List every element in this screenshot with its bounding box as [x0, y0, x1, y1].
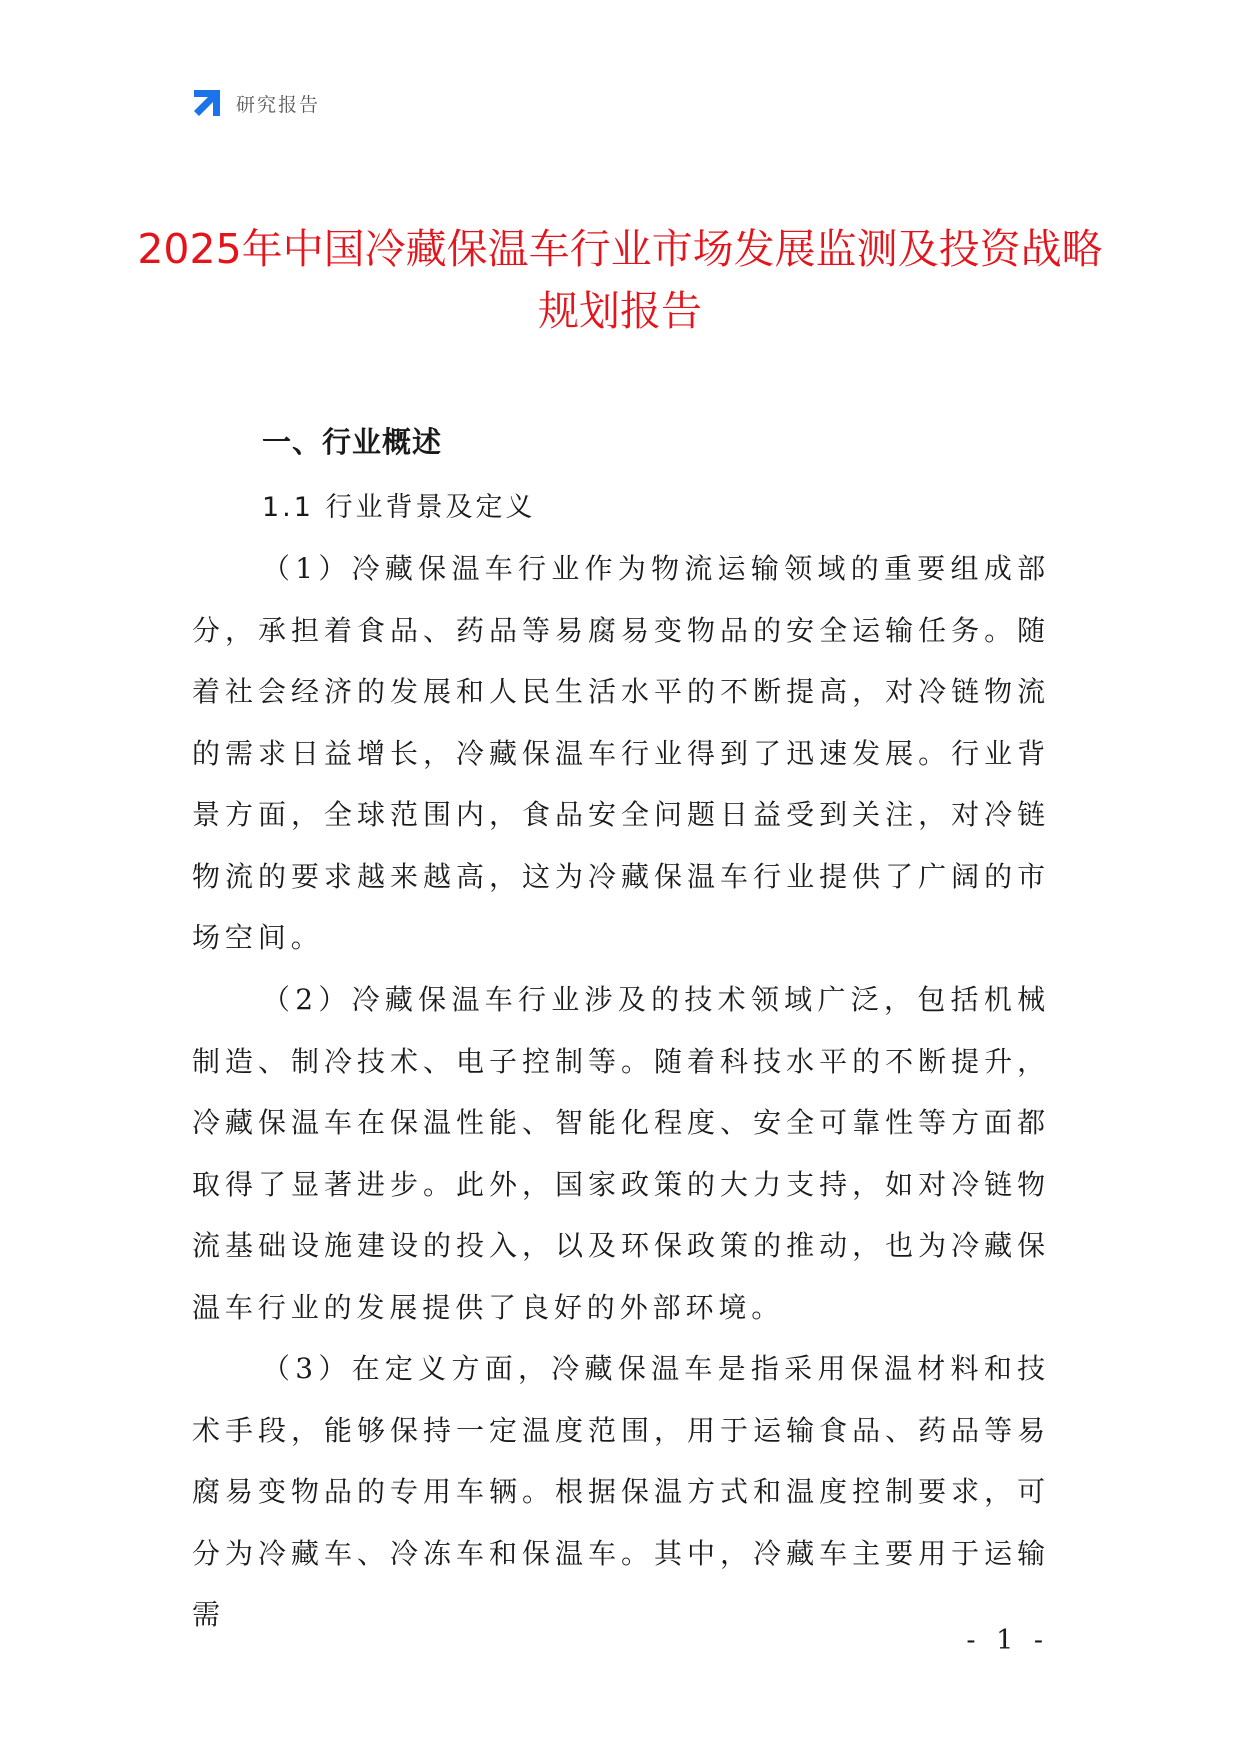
paragraph-3: （3）在定义方面，冷藏保温车是指采用保温材料和技术手段，能够保持一定温度范围，用于运输食品、药品等易腐易变物品的专用车辆。根据保温方式和温度控制要求，可分为冷藏车、冷冻车和保温车。其中，冷藏车主要用于运输需 [192, 1352, 1050, 1631]
report-title: 2025年中国冷藏保温车行业市场发展监测及投资战略规划报告 [137, 225, 1103, 335]
paragraph-1: （1）冷藏保温车行业作为物流运输领域的重要组成部分，承担着食品、药品等易腐易变物品的安全运输任务。随着社会经济的发展和人民生活水平的不断提高，对冷链物流的需求日益增长，冷藏保温车行业得到了迅速发展。行业背景方面，全球范围内，食品安全问题日益受到关注，对冷链物流的要求越来越高，这为冷藏保温车行业提供了广阔的市场空间。 [192, 552, 1050, 954]
subsection-heading: 1.1 行业背景及定义 [262, 492, 536, 523]
header-label: 研究报告 [236, 93, 321, 116]
arrow-up-right-icon [192, 88, 222, 118]
section-heading: 一、行业概述 [262, 425, 443, 459]
document-header [192, 88, 320, 118]
page-number: - 1 - [966, 1625, 1049, 1656]
paragraph-2: （2）冷藏保温车行业涉及的技术领域广泛，包括机械制造、制冷技术、电子控制等。随着科技水平的不断提升，冷藏保温车在保温性能、智能化程度、安全可靠性等方面都取得了显著进步。此外，国家政策的大力支持，如对冷链物流基础设施建设的投入，以及环保政策的推动，也为冷藏保温车行业的发展提供了良好的外部环境。 [192, 983, 1050, 1324]
